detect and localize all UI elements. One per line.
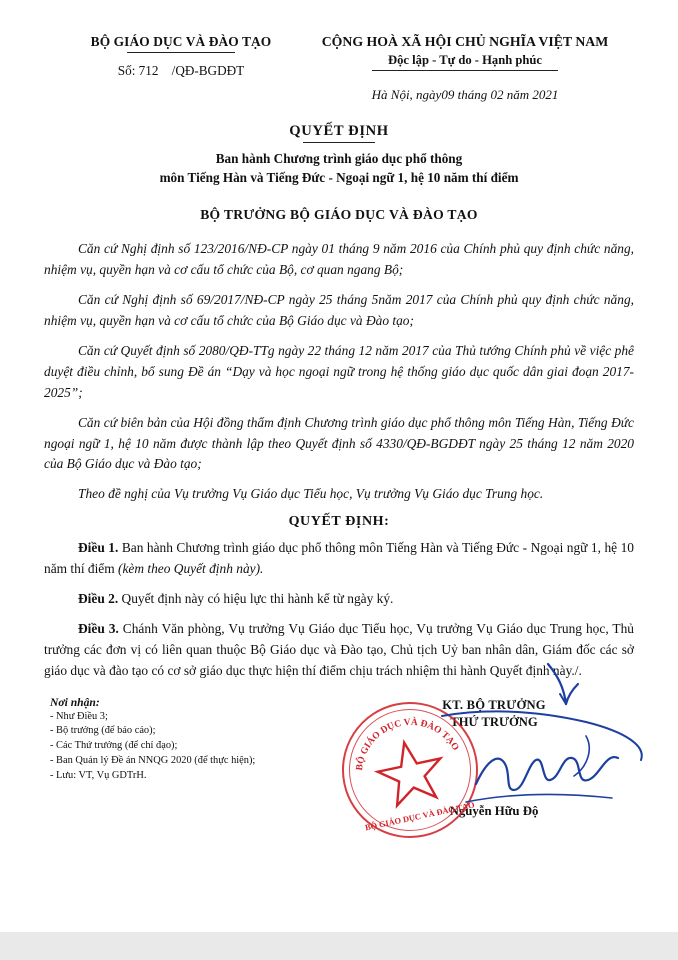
place-and-date: Hà Nội, ngày09 tháng 02 năm 2021	[371, 87, 559, 102]
legal-basis-2: Căn cứ Nghị định số 69/2017/NĐ-CP ngày 25 tháng 5năm 2017 của Chính phủ quy định chức năng, nhiệm vụ, quyền hạn và cơ cấu tổ chức của Bộ Giáo dục và Đào tạo;	[44, 292, 634, 328]
motto-underline	[372, 70, 558, 71]
title-block	[44, 123, 634, 187]
national-title: CỘNG HOÀ XÃ HỘI CHỦ NGHĨA VIỆT NAM	[321, 34, 609, 49]
article-3	[44, 619, 634, 682]
article-3-text: Chánh Văn phòng, Vụ trưởng Vụ Giáo dục Tiểu học, Vụ trưởng Vụ Giáo dục Trung học, Thủ trưởng các đơn vị có liên quan thuộc Bộ Giáo dục và Đào tạo, Chủ tịch Uỷ ban nhân dân, Giám đốc các sở giáo dục và đào tạo có cơ sở giáo dục thực hiện thí điểm chịu trách nhiệm thi hành Quyết định này./.	[44, 620, 634, 678]
header-left-block	[62, 34, 300, 79]
recipient-item: - Các Thứ trưởng (để chỉ đạo);	[50, 740, 178, 752]
document-body	[44, 239, 634, 681]
recipient-item: - Lưu: VT, Vụ GDTrH.	[50, 769, 147, 781]
signature-block	[376, 698, 612, 819]
recipient-item: - Bộ trưởng (để báo cáo);	[50, 725, 156, 737]
signer-role-line2: THỨ TRƯỞNG	[450, 714, 538, 729]
svg-text:BỘ GIÁO DỤC VÀ ĐÀO TẠO: BỘ GIÁO DỤC VÀ ĐÀO TẠO	[354, 717, 461, 771]
document-subtitle-line1: Ban hành Chương trình giáo dục phổ thông	[215, 151, 463, 166]
legal-basis-4: Căn cứ biên bản của Hội đồng thẩm định Chương trình giáo dục phổ thông môn Tiếng Hàn, Tiếng Đức ngoại ngữ 1, hệ 10 năm được thành lập theo Quyết định số 4330/QĐ-BGDĐT ngày 25 tháng 12 năm 2020 của Bộ Giáo dục và Đào tạo;	[44, 414, 634, 472]
recipients-block	[50, 696, 340, 784]
recipients-label: Nơi nhận:	[50, 695, 100, 709]
article-3-label: Điều 3.	[78, 620, 119, 636]
seal-bottom-label: BỘ GIÁO DỤC VÀ ĐÀO TẠO	[364, 800, 476, 833]
document-header	[44, 34, 634, 103]
issuing-ministry: BỘ GIÁO DỤC VÀ ĐÀO TẠO	[90, 34, 272, 49]
document-sheet	[44, 34, 634, 934]
article-2-label: Điều 2.	[78, 591, 119, 607]
decision-keyword: QUYẾT ĐỊNH:	[288, 514, 390, 530]
document-subtitle-line2: môn Tiếng Hàn và Tiếng Đức - Ngoại ngữ 1, hệ 10 năm thí điểm	[159, 170, 519, 186]
issuing-authority: BỘ TRƯỞNG BỘ GIÁO DỤC VÀ ĐÀO TẠO	[200, 207, 478, 223]
article-2	[44, 589, 634, 610]
recipient-item: - Như Điều 3;	[50, 710, 108, 722]
legal-basis-1: Căn cứ Nghị định số 123/2016/NĐ-CP ngày 01 tháng 9 năm 2016 của Chính phủ quy định chức năng, nhiệm vụ, quyền hạn và cơ cấu tổ chức của Bộ, cơ quan ngang Bộ;	[44, 241, 634, 278]
document-type-title: QUYẾT ĐỊNH	[289, 123, 389, 139]
national-motto: Độc lập - Tự do - Hạnh phúc	[388, 53, 542, 67]
legal-basis-5: Theo đề nghị của Vụ trưởng Vụ Giáo dục Tiểu học, Vụ trưởng Vụ Giáo dục Trung học.	[78, 486, 544, 502]
ministry-underline	[127, 52, 235, 53]
article-1-text: Ban hành Chương trình giáo dục phổ thông môn Tiếng Hàn và Tiếng Đức - Ngoại ngữ 1, hệ 10 năm thí điểm	[44, 540, 634, 577]
article-1-note: (kèm theo Quyết định này).	[118, 561, 264, 577]
signer-role-line1: KT. BỘ TRƯỞNG	[442, 697, 546, 712]
article-2-text: Quyết định này có hiệu lực thi hành kể từ ngày ký.	[118, 591, 394, 607]
legal-basis-3: Căn cứ Quyết định số 2080/QĐ-TTg ngày 22 tháng 12 năm 2017 của Thủ tướng Chính phủ về việc phê duyệt điều chỉnh, bổ sung Đề án “Dạy và học ngoại ngữ trong hệ thống giáo dục quốc dân giai đoạn 2017-2025”;	[44, 342, 634, 400]
signer-name: Nguyễn Hữu Độ	[449, 803, 539, 818]
document-number: Số: 712 /QĐ-BGDĐT	[117, 63, 245, 78]
header-right-block	[300, 34, 630, 103]
article-1-label: Điều 1.	[78, 540, 119, 556]
title-underline	[303, 142, 375, 143]
article-1	[44, 538, 634, 580]
document-footer	[44, 696, 634, 846]
recipient-item: - Ban Quản lý Đề án NNQG 2020 (để thực hiện);	[50, 754, 256, 766]
